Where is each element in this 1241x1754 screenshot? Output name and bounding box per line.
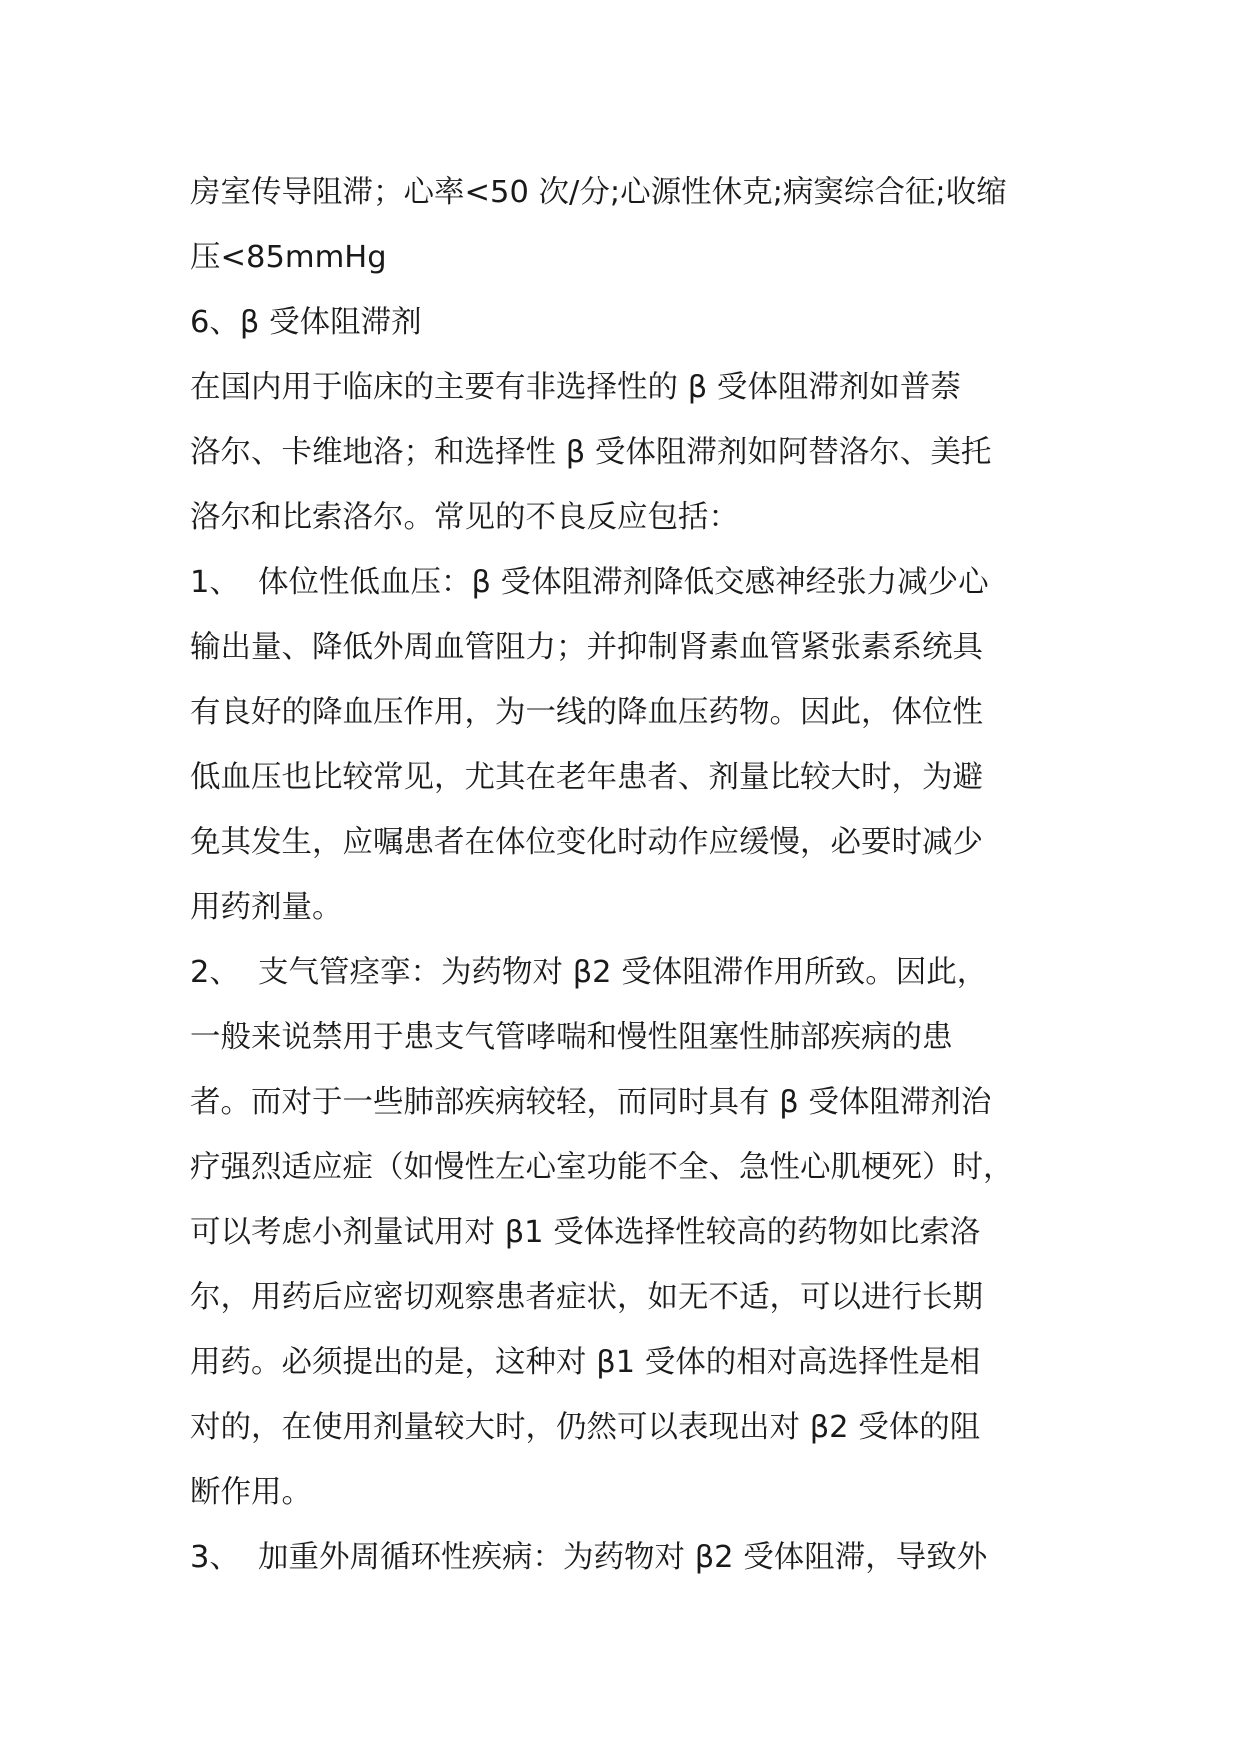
text-line: 疗强烈适应症（如慢性左心室功能不全、急性心肌梗死）时， (190, 1150, 1014, 1185)
text-line: 压<85mmHg (190, 240, 387, 275)
text-line: 用药剂量。 (190, 890, 343, 925)
section-heading: 6、β 受体阻滞剂 (190, 305, 422, 340)
list-item-1 (190, 550, 1070, 615)
text-line: 一般来说禁用于患支气管哮喘和慢性阻塞性肺部疾病的患 (190, 1020, 953, 1055)
list-item-3 (190, 1525, 1070, 1590)
list-number: 1、 (190, 565, 240, 600)
text-line: 房室传导阻滞；心率<50 次/分;心源性休克;病窦综合征;收缩 (190, 175, 1007, 210)
text-line: 有良好的降血压作用，为一线的降血压药物。因此，体位性 (190, 695, 983, 730)
text-line: 洛尔和比索洛尔。常见的不良反应包括： (190, 500, 739, 535)
list-number: 3、 (190, 1540, 240, 1575)
list-item-text: 支气管痉挛：为药物对 β2 受体阻滞作用所致。因此， (258, 955, 988, 990)
list-item-2 (190, 940, 1070, 1005)
text-line: 对的，在使用剂量较大时，仍然可以表现出对 β2 受体的阻 (190, 1410, 981, 1445)
text-line: 洛尔、卡维地洛；和选择性 β 受体阻滞剂如阿替洛尔、美托 (190, 435, 992, 470)
text-line: 免其发生，应嘱患者在体位变化时动作应缓慢，必要时减少 (190, 825, 983, 860)
list-item-text: 加重外周循环性疾病：为药物对 β2 受体阻滞，导致外 (258, 1540, 988, 1575)
list-item-text: 体位性低血压：β 受体阻滞剂降低交感神经张力减少心 (258, 565, 989, 600)
text-line: 低血压也比较常见，尤其在老年患者、剂量比较大时，为避 (190, 760, 983, 795)
list-number: 2、 (190, 955, 240, 990)
text-line: 可以考虑小剂量试用对 β1 受体选择性较高的药物如比索洛 (190, 1215, 981, 1250)
text-line: 者。而对于一些肺部疾病较轻，而同时具有 β 受体阻滞剂治 (190, 1085, 992, 1120)
text-line: 用药。必须提出的是，这种对 β1 受体的相对高选择性是相 (190, 1345, 981, 1380)
body-text (190, 160, 1070, 1590)
text-line: 在国内用于临床的主要有非选择性的 β 受体阻滞剂如普萘 (190, 370, 961, 405)
text-line: 输出量、降低外周血管阻力；并抑制肾素血管紧张素系统具 (190, 630, 983, 665)
text-line: 断作用。 (190, 1475, 312, 1510)
text-line: 尔，用药后应密切观察患者症状，如无不适，可以进行长期 (190, 1280, 983, 1315)
